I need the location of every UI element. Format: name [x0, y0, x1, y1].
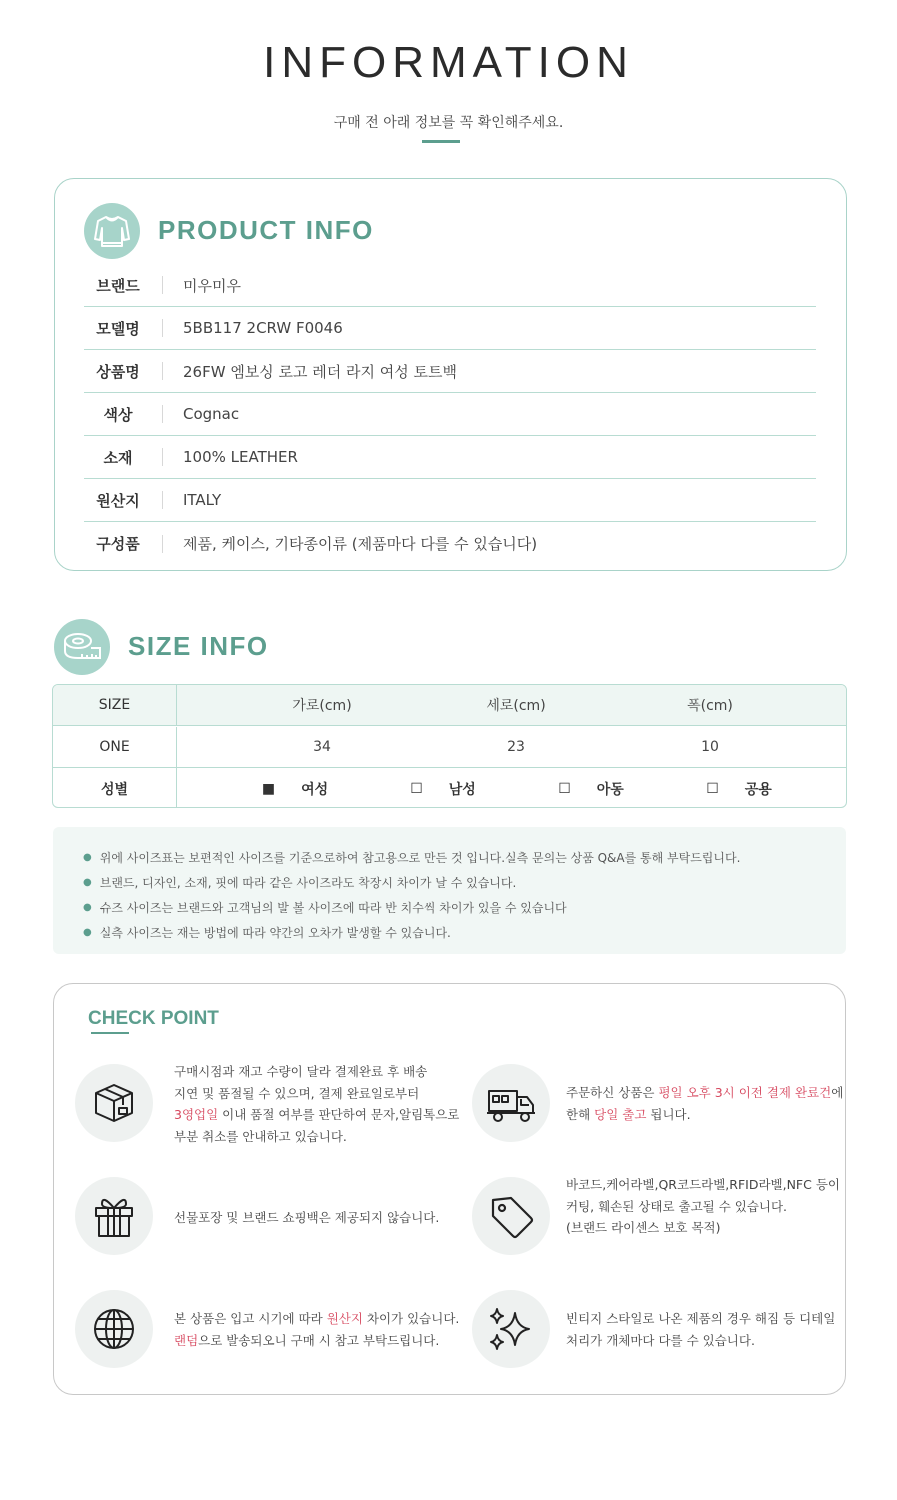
gender-option-male	[369, 779, 517, 799]
text-segment: 처리가 개체마다 다를 수 있습니다.	[566, 1332, 755, 1348]
info-label: 색상	[103, 405, 133, 424]
note-item	[83, 870, 816, 895]
text-segment: 본 상품은 입고 시기에 따라	[174, 1311, 327, 1326]
note-text: 브랜드, 디자인, 소재, 핏에 따라 같은 사이즈라도 착장시 차이가 날 수 있습니다.	[99, 876, 517, 890]
note-text: 슈즈 사이즈는 브랜드와 고객님의 발 볼 사이즈에 따라 반 치수씩 차이가 있을 수 있습니다	[99, 901, 567, 915]
text-segment: 구매시점과 재고 수량이 달라 결제완료 후 배송	[174, 1064, 428, 1079]
info-value: 100% LEATHER	[183, 448, 298, 466]
text-segment: 지연 및 품절될 수 있으며, 결제 완료일로부터	[174, 1085, 420, 1101]
divider	[162, 535, 163, 553]
page-subtitle: 구매 전 아래 정보를 꼭 확인해주세요.	[333, 115, 564, 131]
check-point-line	[566, 1196, 840, 1218]
delivery-truck-icon	[472, 1064, 550, 1142]
info-value: 26FW 엠보싱 로고 레더 라지 여성 토트백	[183, 362, 458, 381]
text-segment: 빈티지 스타일로 나온 제품의 경우 해짐 등 디테일	[566, 1311, 836, 1326]
text-segment: 이내 품절 여부를 판단하여 문자,알림톡으로	[218, 1107, 460, 1122]
highlighted-text: 평일 오후 3시 이전 결제 완료건	[658, 1085, 832, 1100]
check-point-line	[174, 1104, 459, 1126]
text-segment: 한해	[566, 1106, 595, 1122]
product-info-row	[84, 350, 816, 393]
info-value: 미우미우	[183, 276, 241, 295]
size-table	[52, 684, 847, 808]
bullet-icon: ●	[83, 902, 92, 913]
gender-label: 성별	[53, 768, 177, 808]
heading-underline	[91, 1032, 129, 1034]
note-text: 위에 사이즈표는 보편적인 사이즈를 기준으로하여 참고용으로 만든 것 입니다.실측 문의는 상품 Q&A를 통해 부탁드립니다.	[99, 851, 741, 865]
title-underline	[422, 140, 460, 143]
gender-option-label: 여성	[301, 781, 329, 798]
depth-value: 10	[701, 739, 719, 755]
note-text: 실측 사이즈는 재는 방법에 따라 약간의 오차가 발생할 수 있습니다.	[99, 926, 451, 940]
divider	[162, 319, 163, 337]
check-point-heading: CHECK POINT	[88, 1008, 219, 1029]
product-info-heading: PRODUCT INFO	[158, 215, 374, 245]
column-header-size: SIZE	[53, 685, 177, 725]
note-item	[83, 895, 816, 920]
check-point-line	[566, 1308, 835, 1330]
info-value: 제품, 케이스, 기타종이류 (제품마다 다를 수 있습니다)	[183, 535, 538, 553]
note-item	[83, 920, 816, 945]
info-value: 5BB117 2CRW F0046	[183, 319, 343, 337]
highlighted-text: 당일 출고	[594, 1106, 647, 1122]
bullet-icon: ●	[83, 927, 92, 938]
gender-option-unisex	[665, 779, 813, 799]
check-point-text	[174, 1308, 459, 1351]
checkbox-empty-icon: ☐	[410, 780, 423, 797]
info-label: 모델명	[96, 319, 140, 338]
info-value: ITALY	[183, 491, 222, 509]
info-label: 상품명	[96, 362, 140, 381]
check-point-line	[174, 1207, 439, 1229]
column-header-width: 가로(cm)	[292, 698, 352, 714]
gender-option-female	[221, 779, 369, 799]
size-table-header	[53, 685, 846, 726]
product-info-row	[84, 264, 816, 307]
highlighted-text: 원산지	[326, 1311, 363, 1326]
check-point-line	[566, 1082, 843, 1104]
text-segment: 커팅, 훼손된 상태로 출고될 수 있습니다.	[566, 1198, 788, 1214]
check-point-line	[174, 1308, 459, 1330]
text-segment: 주문하신 상품은	[566, 1085, 659, 1100]
check-point-line	[174, 1061, 459, 1083]
price-tag-icon	[472, 1177, 550, 1255]
text-segment: 됩니다.	[646, 1106, 691, 1122]
gender-option-label: 아동	[596, 781, 624, 798]
text-segment: 부분 취소를 안내하고 있습니다.	[174, 1128, 347, 1144]
width-value: 34	[313, 739, 331, 755]
divider	[162, 276, 163, 294]
check-point-line	[174, 1126, 459, 1148]
check-point-line	[566, 1330, 835, 1352]
text-segment: 으로 발송되오니 구매 시 참고 부탁드립니다.	[198, 1332, 440, 1348]
check-point-text	[566, 1174, 840, 1239]
text-segment: 에	[831, 1085, 844, 1100]
info-value: Cognac	[183, 405, 240, 423]
check-point-text	[566, 1308, 835, 1351]
note-item	[83, 845, 816, 870]
check-point-line	[174, 1330, 459, 1352]
page-title: INFORMATION	[263, 38, 634, 87]
divider	[162, 405, 163, 423]
info-label: 원산지	[96, 491, 140, 510]
column-header-height: 세로(cm)	[486, 698, 546, 714]
product-info-row	[84, 393, 816, 436]
info-label: 구성품	[96, 535, 140, 553]
gender-option-kids	[517, 779, 665, 799]
product-info-row	[84, 479, 816, 522]
box-icon	[75, 1064, 153, 1142]
check-point-line	[174, 1083, 459, 1105]
check-point-text	[566, 1082, 843, 1125]
checkbox-checked-icon: ■	[261, 780, 276, 797]
check-point-line	[566, 1104, 843, 1126]
size-notes-box	[53, 827, 846, 954]
product-info-row	[84, 522, 816, 565]
check-point-text	[174, 1061, 459, 1147]
text-segment: 차이가 있습니다.	[362, 1311, 460, 1326]
product-info-row	[84, 307, 816, 350]
height-value: 23	[507, 739, 525, 755]
size-info-heading: SIZE INFO	[128, 631, 269, 661]
text-segment: 선물포장 및 브랜드 쇼핑백은 제공되지 않습니다.	[174, 1210, 440, 1225]
check-point-text	[174, 1207, 439, 1229]
bullet-icon: ●	[83, 852, 92, 863]
column-header-depth: 폭(cm)	[687, 698, 733, 714]
highlighted-text: 3영업일	[174, 1107, 219, 1122]
bullet-icon: ●	[83, 877, 92, 888]
size-value: ONE	[53, 727, 177, 767]
text-segment: (브랜드 라이센스 보호 목적)	[566, 1220, 721, 1235]
sweater-icon	[84, 203, 140, 259]
checkbox-empty-icon: ☐	[706, 780, 719, 797]
gift-icon	[75, 1177, 153, 1255]
product-info-row	[84, 436, 816, 479]
sparkle-icon	[472, 1290, 550, 1368]
divider	[162, 491, 163, 509]
divider	[162, 362, 163, 380]
check-point-line	[566, 1217, 840, 1239]
measuring-tape-icon	[54, 619, 110, 675]
gender-option-label: 남성	[448, 781, 476, 798]
info-label: 소재	[103, 448, 133, 467]
info-label: 브랜드	[96, 276, 140, 295]
check-point-line	[566, 1174, 840, 1196]
gender-row	[53, 768, 846, 808]
gender-option-label: 공용	[744, 781, 772, 798]
text-segment: 바코드,케어라벨,QR코드라벨,RFID라벨,NFC 등이	[566, 1177, 840, 1192]
globe-icon	[75, 1290, 153, 1368]
highlighted-text: 랜덤	[174, 1332, 199, 1348]
checkbox-empty-icon: ☐	[558, 780, 571, 797]
table-row	[53, 727, 846, 768]
divider	[162, 448, 163, 466]
